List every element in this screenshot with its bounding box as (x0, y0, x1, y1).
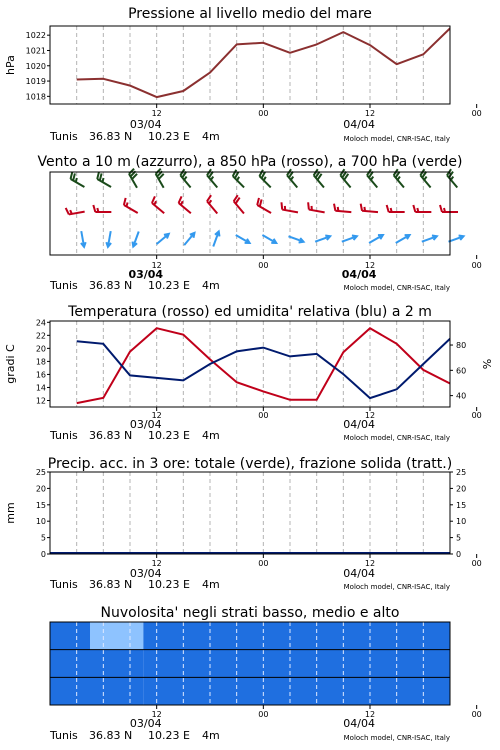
wind-barb-half-feather (364, 207, 365, 211)
x-tick-label: 00 (258, 411, 269, 420)
wind-barb-feather (260, 199, 262, 206)
wind-barb-half-feather (451, 177, 453, 180)
wind-barb-half-feather (97, 208, 98, 212)
y-tick-label-right: 0 (456, 550, 462, 559)
y-tick-label-right: 60 (456, 366, 467, 376)
wind-barb-feather (152, 196, 155, 203)
model-credit: Moloch model, CNR-ISAC, Italy (343, 734, 450, 742)
wind-barb-half-feather (209, 200, 211, 203)
model-credit: Moloch model, CNR-ISAC, Italy (343, 284, 450, 292)
wind-barb-feather (71, 172, 73, 179)
wind-barb-feather (440, 205, 442, 212)
x-tick-label: 00 (471, 710, 482, 719)
wind-barb-half-feather (102, 178, 103, 182)
latitude: 36.83 N (89, 279, 133, 292)
date-label: 03/04 (129, 118, 162, 131)
y-tick-label-right: 10 (456, 517, 467, 527)
wind-barb-feather (413, 205, 415, 212)
latitude: 36.83 N (89, 578, 133, 591)
wind-barb-feather (100, 173, 102, 180)
date-label: 03/04 (129, 717, 162, 730)
latitude: 36.83 N (89, 729, 133, 742)
x-tick-label: 12 (151, 411, 162, 420)
x-tick-label: 00 (471, 261, 482, 270)
location-name: Tunis (50, 729, 78, 742)
temp-rh-series (77, 328, 477, 403)
longitude: 10.23 E (148, 130, 190, 143)
chart-title: Precip. acc. in 3 ore: totale (verde), frazione solida (tratt.) (47, 456, 453, 472)
cloud-cell (90, 622, 143, 650)
wind-barb-half-feather (184, 177, 186, 180)
x-tick-label: 12 (364, 261, 376, 270)
wind-barb-half-feather (237, 177, 239, 181)
x-tick-label: 00 (471, 411, 482, 420)
altitude: 4m (202, 130, 220, 143)
longitude: 10.23 E (148, 279, 190, 292)
latitude: 36.83 N (89, 429, 133, 442)
wind-arrow (157, 234, 169, 244)
y-tick-label: 24 (35, 318, 46, 328)
date-label: 04/04 (343, 567, 375, 580)
y-tick-label: 10 (35, 517, 46, 527)
model-credit: Moloch model, CNR-ISAC, Italy (343, 135, 450, 143)
model-credit: Moloch model, CNR-ISAC, Italy (343, 583, 450, 591)
wind-barb-half-feather (291, 177, 293, 180)
y-tick-label: 1019 (25, 77, 46, 87)
chart-title: Temperatura (rosso) ed umidita' relativa (blu) a 2 m (68, 304, 432, 320)
y-axis-label: hPa (4, 55, 17, 75)
wind-level-2 (81, 231, 464, 247)
y-tick-label-right: 5 (456, 533, 462, 543)
x-tick-label: 00 (258, 710, 269, 719)
wind-barb-feather (66, 208, 69, 215)
x-tick-label: 12 (151, 710, 162, 719)
location-name: Tunis (50, 130, 78, 143)
wind-barb-feather (257, 198, 259, 205)
x-tick-label: 00 (258, 109, 269, 118)
cloud-cell (50, 677, 90, 705)
wind-barb-feather (281, 202, 282, 209)
y-axis-label: gradi C (4, 344, 17, 384)
wind-barb-half-feather (398, 177, 400, 180)
plot-frame (50, 321, 450, 407)
y-tick-label: 25 (35, 468, 46, 477)
latitude: 36.83 N (89, 130, 133, 143)
date-label: 04/04 (341, 268, 377, 281)
location-name: Tunis (50, 279, 78, 292)
wind-barb-half-feather (76, 178, 77, 182)
y-tick-label-right: 15 (456, 500, 467, 510)
wind-barb-feather (73, 173, 75, 180)
wind-barb-half-feather (371, 177, 373, 180)
chart-title: Nuvolosita' negli strati basso, medio e alto (100, 605, 400, 621)
altitude: 4m (202, 578, 220, 591)
pressure-line (77, 28, 477, 97)
x-tick-label: 12 (151, 109, 162, 118)
wind-barb-feather (179, 196, 182, 203)
y-tick-label: 15 (35, 500, 46, 510)
cloud-cell (50, 622, 90, 650)
y-tick-label: 1020 (25, 61, 46, 71)
x-tick-label: 12 (364, 710, 376, 719)
cloud-cell (90, 650, 143, 678)
wind-barb-feather (387, 205, 389, 212)
y-tick-label: 1022 (25, 31, 46, 41)
wind-barb-half-feather (264, 177, 266, 181)
x-tick-label: 00 (471, 559, 482, 568)
y-axis-label-right: % (481, 358, 494, 370)
model-credit: Moloch model, CNR-ISAC, Italy (343, 434, 450, 442)
x-tick-label: 00 (258, 559, 269, 568)
y-tick-label: 20 (35, 344, 46, 354)
y-tick-label: 22 (35, 331, 46, 341)
wind-barb-half-feather (391, 208, 392, 212)
longitude: 10.23 E (148, 729, 190, 742)
plot-frame (50, 472, 450, 554)
y-tick-label: 0 (40, 550, 46, 559)
x-tick-label: 12 (151, 261, 162, 270)
location-name: Tunis (50, 429, 78, 442)
longitude: 10.23 E (148, 578, 190, 591)
wind-barb-half-feather (126, 203, 127, 207)
wind-barb-half-feather (424, 177, 426, 180)
x-tick-label: 12 (364, 109, 376, 118)
x-tick-label: 12 (151, 559, 162, 568)
y-axis-label: mm (4, 502, 17, 524)
x-tick-label: 12 (364, 411, 376, 420)
wind-barb-half-feather (417, 208, 418, 212)
y-tick-label: 18 (35, 357, 46, 367)
plot-frame (50, 26, 450, 104)
date-label: 03/04 (129, 418, 162, 431)
cloud-cell (50, 650, 90, 678)
wind-barb-feather (97, 172, 99, 179)
y-tick-label-right: 80 (456, 341, 467, 351)
wind-arrow (184, 233, 194, 245)
altitude: 4m (202, 279, 220, 292)
x-tick-label: 00 (471, 109, 482, 118)
wind-barb-feather (334, 204, 335, 211)
wind-barb-feather (361, 204, 362, 211)
wind-barb-feather (308, 202, 309, 209)
wind-barb-half-feather (444, 208, 445, 212)
x-tick-label: 12 (364, 559, 376, 568)
y-tick-label: 5 (40, 533, 46, 543)
cloud-cell (90, 677, 143, 705)
y-tick-label: 1021 (25, 46, 46, 56)
y-tick-label: 1018 (25, 92, 46, 102)
wind-barb-half-feather (338, 207, 339, 211)
date-label: 04/04 (343, 717, 375, 730)
date-label: 04/04 (343, 118, 375, 131)
wind-barb-feather (124, 198, 126, 205)
wind-barb-half-feather (154, 201, 156, 205)
y-tick-label-right: 20 (456, 484, 467, 494)
x-tick-label: 00 (258, 261, 269, 270)
cloud-cell (143, 650, 450, 678)
cloud-cell (143, 622, 450, 650)
location-name: Tunis (50, 578, 78, 591)
temperature-line (77, 328, 477, 403)
wind-barb-feather (93, 205, 95, 212)
date-label: 03/04 (129, 567, 162, 580)
pressure-series (77, 28, 477, 97)
y-tick-label: 14 (35, 383, 46, 393)
y-tick-label-right: 25 (456, 468, 467, 477)
wind-level-1 (66, 195, 458, 214)
altitude: 4m (202, 429, 220, 442)
y-tick-label: 16 (35, 370, 46, 380)
chart-title: Pressione al livello medio del mare (128, 6, 372, 22)
date-label: 03/04 (128, 268, 164, 281)
longitude: 10.23 E (148, 429, 190, 442)
chart-title: Vento a 10 m (azzurro), a 850 hPa (rosso), a 700 hPa (verde) (37, 154, 463, 170)
y-tick-label-right: 40 (456, 391, 467, 401)
cloud-cell (143, 677, 450, 705)
altitude: 4m (202, 729, 220, 742)
wind-barb-half-feather (181, 201, 183, 205)
y-tick-label: 20 (35, 484, 46, 494)
date-label: 04/04 (343, 418, 375, 431)
y-tick-label: 12 (35, 396, 46, 406)
wind-barb-half-feather (211, 177, 213, 180)
